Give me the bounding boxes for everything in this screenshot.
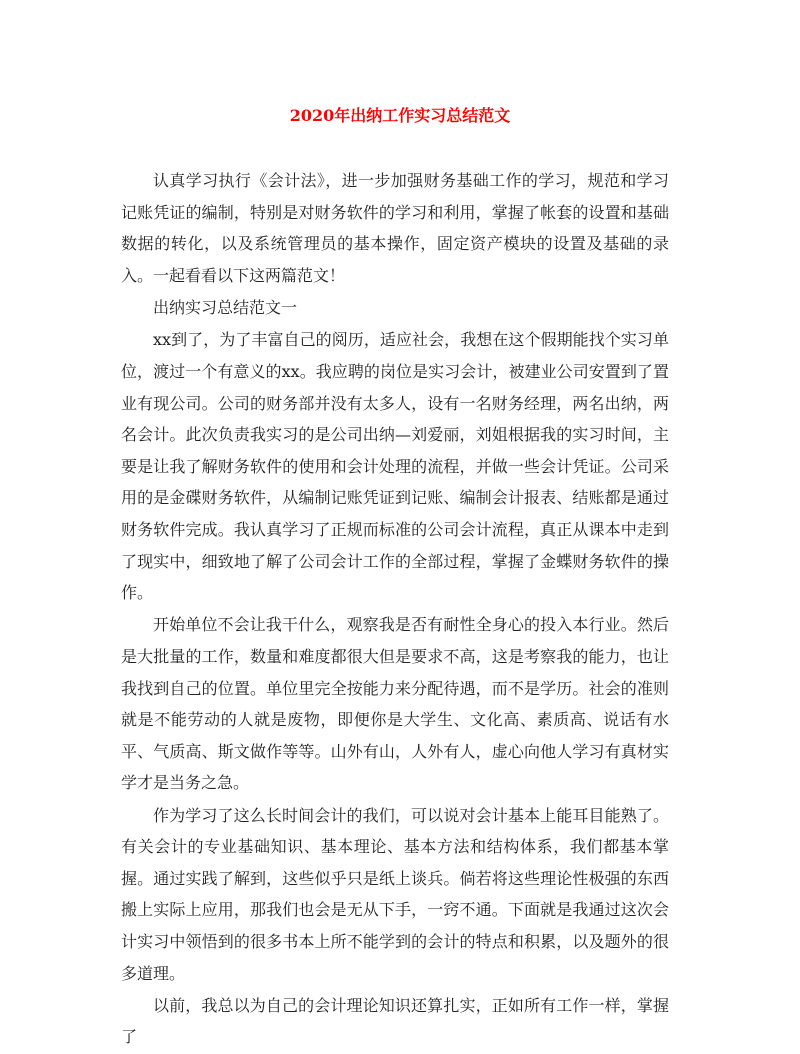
section-heading: 出纳实习总结范文一 [153, 298, 298, 318]
body-paragraph: 开始单位不会让我干什么，观察我是否有耐性全身心的投入本行业。然后是大批量的工作，数量和难度都很大但是要求不高，这是考察我的能力，也让我找到自己的位置。单位里完全按能力来分配待遇，而不是学历。社会的准则就是不能劳动的人就是废物，即便你是大学生、文化高、素质高、说话有水平、气质高、斯文做作等等。山外有山，人外有人，虚心向他人学习有真材实学才是当务之急。 [121, 615, 669, 793]
body-paragraph: xx到了，为了丰富自己的阅历，适应社会，我想在这个假期能找个实习单位，渡过一个有意义的xx。我应聘的岗位是实习会计，被建业公司安置到了置业有现公司。公司的财务部并没有太多人，设有一名财务经理，两名出纳，两名会计。此次负责我实习的是公司出纳—刘爱丽，刘姐根据我的实习时间，主要是让我了解财务软件的使用和会计处理的流程，并做一些会计凭证。公司采用的是金碟财务软件，从编制记账凭证到记账、编制会计报表、结账都是通过财务软件完成。我认真学习了正规而标准的公司会计流程，真正从课本中走到了现实中，细致地了解了公司会计工作的全部过程，掌握了金蝶财务软件的操作。 [121, 330, 669, 603]
intro-paragraph: 认真学习执行《会计法》，进一步加强财务基础工作的学习，规范和学习记账凭证的编制，特别是对财务软件的学习和利用，掌握了帐套的设置和基础数据的转化，以及系统管理员的基本操作，固定资产模块的设置及基础的录入。一起看看以下这两篇范文！ [121, 171, 669, 285]
document-body [121, 165, 669, 1054]
body-paragraph: 作为学习了这么长时间会计的我们，可以说对会计基本上能耳目能熟了。有关会计的专业基础知识、基本理论、基本方法和结构体系，我们都基本掌握。通过实践了解到，这些似乎只是纸上谈兵。倘若将这些理论性极强的东西搬上实际上应用，那我们也会是无从下手，一窍不通。下面就是我通过这次会计实习中领悟到的很多书本上所不能学到的会计的特点和积累，以及题外的很多道理。 [121, 805, 669, 983]
body-paragraph: 以前，我总以为自己的会计理论知识还算扎实，正如所有工作一样，掌握了 [121, 995, 669, 1047]
document-title: 2020年出纳工作实习总结范文 [289, 106, 511, 125]
